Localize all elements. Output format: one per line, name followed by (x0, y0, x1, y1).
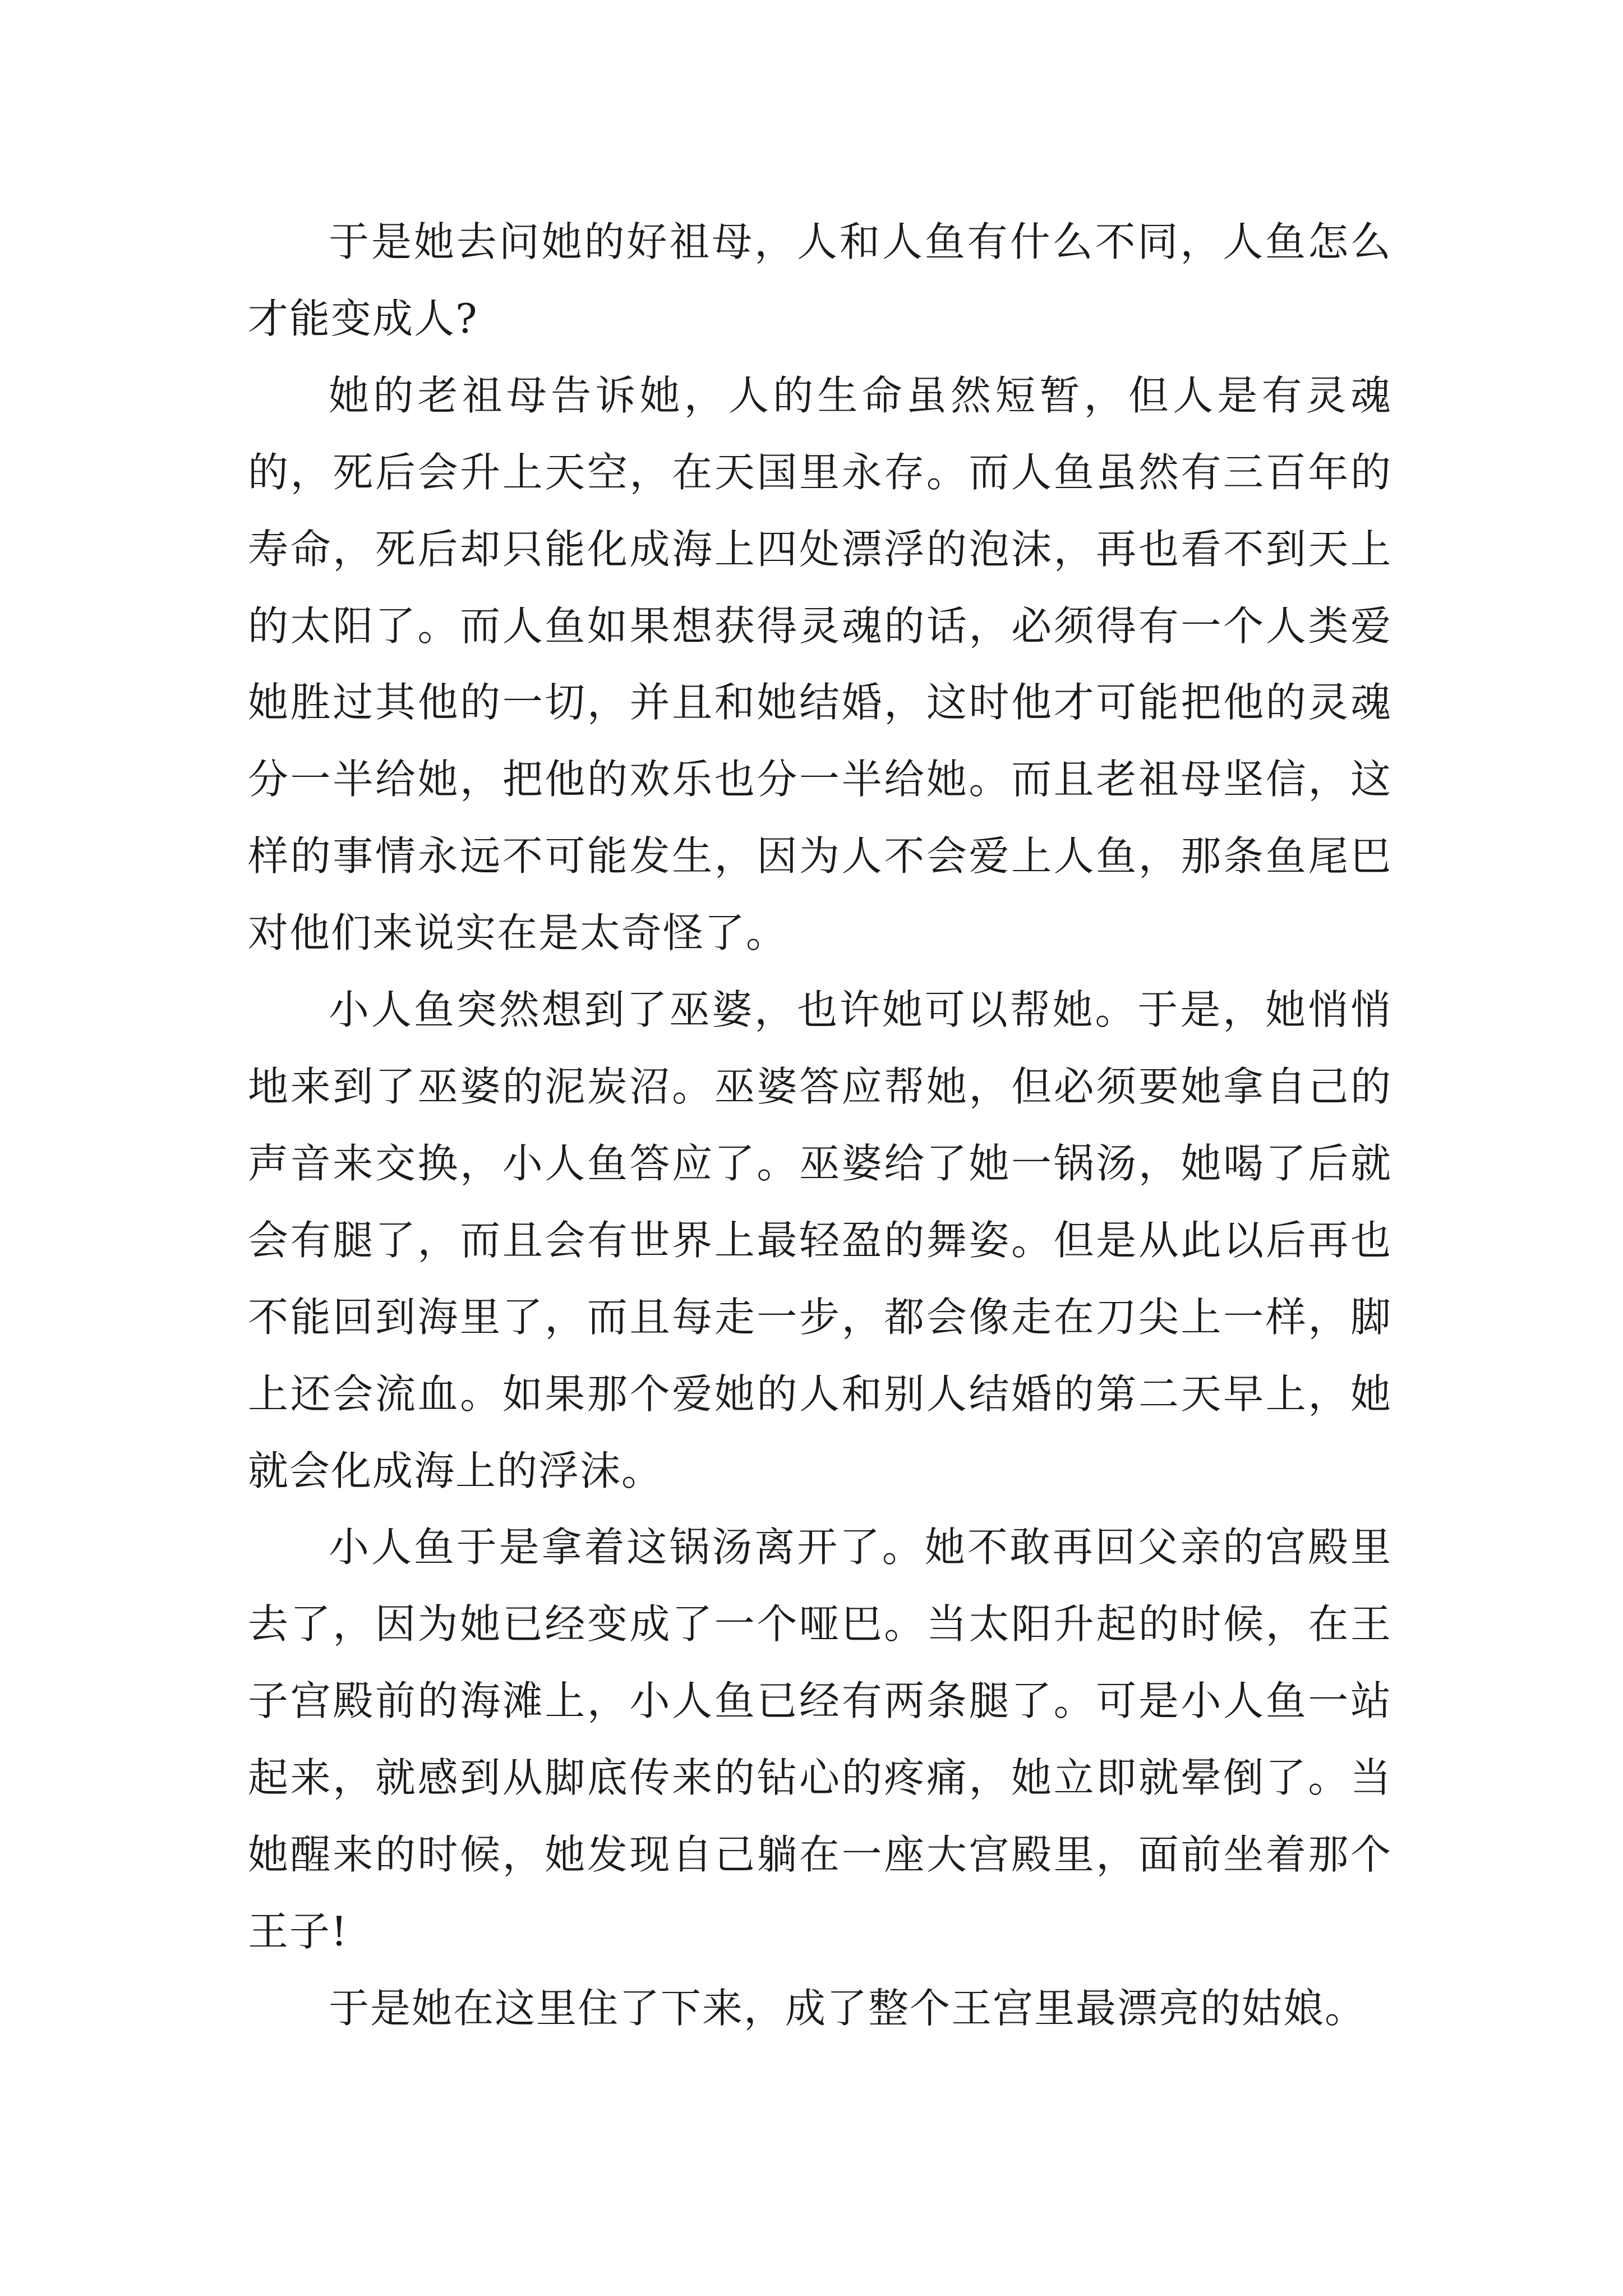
paragraph-1: 于是她去问她的好祖母，人和人鱼有什么不同，人鱼怎么才能变成人? (248, 218, 1392, 342)
paragraph-3: 小人鱼突然想到了巫婆，也许她可以帮她。于是，她悄悄地来到了巫婆的泥炭沼。巫婆答应帮她，但必须要她拿自己的声音来交换，小人鱼答应了。巫婆给了她一锅汤，她喝了后就会有腿了，而且会有世界上最轻盈的舞姿。但是从此以后再也不能回到海里了，而且每走一步，都会像走在刀尖上一样，脚上还会流血。如果那个爱她的人和别人结婚的第二天早上，她就会化成海上的浮沫。 (248, 986, 1392, 1494)
paragraph-5: 于是她在这里住了下来，成了整个王宫里最漂亮的姑娘。 (329, 1984, 1367, 2032)
paragraph-2: 她的老祖母告诉她，人的生命虽然短暂，但人是有灵魂的，死后会升上天空，在天国里永存。而人鱼虽然有三百年的寿命，死后却只能化成海上四处漂浮的泡沫，再也看不到天上的太阳了。而人鱼如果想获得灵魂的话，必须得有一个人类爱她胜过其他的一切，并且和她结婚，这时他才可能把他的灵魂分一半给她，把他的欢乐也分一半给她。而且老祖母坚信，这样的事情永远不可能发生，因为人不会爱上人鱼，那条鱼尾巴对他们来说实在是太奇怪了。 (248, 371, 1392, 957)
story-text (248, 204, 1392, 2047)
paragraph-4: 小人鱼于是拿着这锅汤离开了。她不敢再回父亲的宫殿里去了，因为她已经变成了一个哑巴。当太阳升起的时候，在王子宫殿前的海滩上，小人鱼已经有两条腿了。可是小人鱼一站起来，就感到从脚底传来的钻心的疼痛，她立即就晕倒了。当她醒来的时候，她发现自己躺在一座大宫殿里，面前坐着那个王子! (248, 1524, 1392, 1955)
